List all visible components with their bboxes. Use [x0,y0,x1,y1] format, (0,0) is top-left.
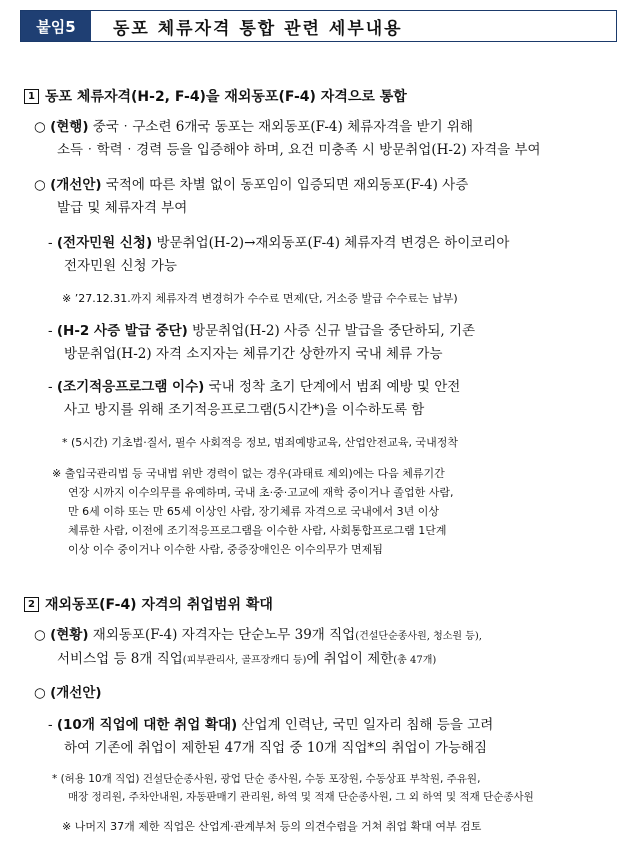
section-number: 1 [24,89,39,104]
attachment-badge: 붙임5 [21,11,91,41]
s1-program-note: * (5시간) 기초법‧질서, 필수 사회적응 정보, 범죄예방교육, 산업안전교육, 국내정착 [62,436,458,449]
label-improvement: (개선안) [50,177,102,193]
text: 재외동포(F-4) 자격자는 단순노무 39개 직업 [88,627,356,643]
text: 사고 방지를 위해 조기적응프로그램(5시간*)을 이수하도록 함 [64,402,425,418]
text: 매장 정리원, 주차안내원, 자동판매기 관리원, 하역 및 적재 단순종사원, 그 외 하역 및 적재 단순종사원 [68,791,534,803]
section-1-heading [24,86,407,106]
section-2-heading [24,594,273,614]
s2-item-expansion: - (10개 직업에 대한 취업 확대) 산업계 인력난, 국민 일자리 침해 등을 고려 하여 기존에 취업이 제한된 47개 직업 중 10개 직업*의 취업이 가능해짐 [48,714,493,760]
section-title: 재외동포(F-4) 자격의 취업범위 확대 [45,597,273,613]
s1-exemption-note [52,464,454,559]
text: ※ 출입국관리법 등 국내법 위반 경력이 없는 경우(과태료 제외)에는 다음 체류기간 [52,467,445,480]
s1-improvement: ○ (개선안) 국적에 따른 차별 없이 동포임이 입증되면 재외동포(F-4) 사증 발급 및 체류자격 부여 [34,174,468,220]
text: 서비스업 등 8개 직업 [57,651,183,667]
text: (건설단순종사원, 청소원 등), [355,631,482,642]
text: 소득‧학력‧경력 등을 입증해야 하며, 요건 미충족 시 방문취업(H-2) 자격을 부여 [57,142,541,158]
label-current: (현황) [50,627,89,643]
s1-fee-note: ※ ’27.12.31.까지 체류자격 변경허가 수수료 면제(단, 거소증 발급 수수료는 납부) [62,292,458,305]
section-number: 2 [24,597,39,612]
s2-allowed-jobs-note [52,770,534,806]
s2-final-note: ※ 나머지 37개 제한 직업은 산업계‧관계부처 등의 의견수렴을 거쳐 취업 확대 여부 검토 [62,820,482,833]
s2-current: ○ (현황) 재외동포(F-4) 자격자는 단순노무 39개 직업(건설단순종사원, 청소원 등), 서비스업 등 8개 직업(피부관리사, 골프장캐디 등)에 취업이 제한(총 47개) [34,627,482,667]
text: 체류한 사람, 이전에 조기적응프로그램을 이수한 사람, 사회통합프로그램 1단계 [68,524,447,537]
section-title: 동포 체류자격(H-2, F-4)을 재외동포(F-4) 자격으로 통합 [45,89,407,105]
page-header [20,10,617,42]
text: 연장 시까지 이수의무를 유예하며, 국내 초‧중‧고교에 재학 중이거나 졸업한 사람, [68,486,454,499]
text: 발급 및 체류자격 부여 [57,200,188,216]
s2-improvement: ○ (개선안) [34,685,102,701]
label: (조기적응프로그램 이수) [56,379,205,395]
page-title: 동포 체류자격 통합 관련 세부내용 [113,18,403,39]
label: (H-2 사증 발급 중단) [56,323,188,339]
label-improvement: (개선안) [50,685,102,701]
s1-item-program: - (조기적응프로그램 이수) 국내 정착 초기 단계에서 범죄 예방 및 안전 사고 방지를 위해 조기적응프로그램(5시간*)을 이수하도록 함 [48,376,460,422]
text: 방문취업(H-2) 자격 소지자는 체류기간 상한까지 국내 체류 가능 [64,346,443,362]
label: (10개 직업에 대한 취업 확대) [56,717,238,733]
text: 하여 기존에 취업이 제한된 47개 직업 중 10개 직업*의 취업이 가능해짐 [64,740,488,756]
text: 산업계 인력난, 국민 일자리 침해 등을 고려 [237,717,494,733]
text: 중국‧구소련 6개국 동포는 재외동포(F-4) 체류자격을 받기 위해 [88,119,474,135]
text: (총 47개) [393,655,437,666]
text: 방문취업(H-2)→재외동포(F-4) 체류자격 변경은 하이코리아 [152,235,510,251]
text: 국적에 따른 차별 없이 동포임이 입증되면 재외동포(F-4) 사증 [101,177,469,193]
text: 이상 이수 중이거나 이수한 사람, 중증장애인은 이수의무가 면제됨 [68,543,383,556]
label: (전자민원 신청) [56,235,153,251]
text: (피부관리사, 골프장캐디 등) [182,655,307,666]
s1-item-h2: - (H-2 사증 발급 중단) 방문취업(H-2) 사증 신규 발급을 중단하되, 기존 방문취업(H-2) 자격 소지자는 체류기간 상한까지 국내 체류 가능 [48,320,475,366]
label-current: (현행) [50,119,89,135]
s1-current: ○ (현행) 중국‧구소련 6개국 동포는 재외동포(F-4) 체류자격을 받기 위해 소득‧학력‧경력 등을 입증해야 하며, 요건 미충족 시 방문취업(H-2) 자격을 부여 [34,116,541,162]
text: 에 취업이 제한 [306,651,394,667]
text: 전자민원 신청 가능 [64,258,177,274]
text: 만 6세 이하 또는 만 65세 이상인 사람, 장기체류 자격으로 국내에서 3년 이상 [68,505,439,518]
text: 국내 정착 초기 단계에서 범죄 예방 및 안전 [204,379,461,395]
text: * (허용 10개 직업) 건설단순종사원, 광업 단순 종사원, 수동 포장원, 수동상표 부착원, 주유원, [52,773,481,785]
text: 방문취업(H-2) 사증 신규 발급을 중단하되, 기존 [187,323,476,339]
s1-item-electronic: - (전자민원 신청) 방문취업(H-2)→재외동포(F-4) 체류자격 변경은 하이코리아 전자민원 신청 가능 [48,232,509,278]
